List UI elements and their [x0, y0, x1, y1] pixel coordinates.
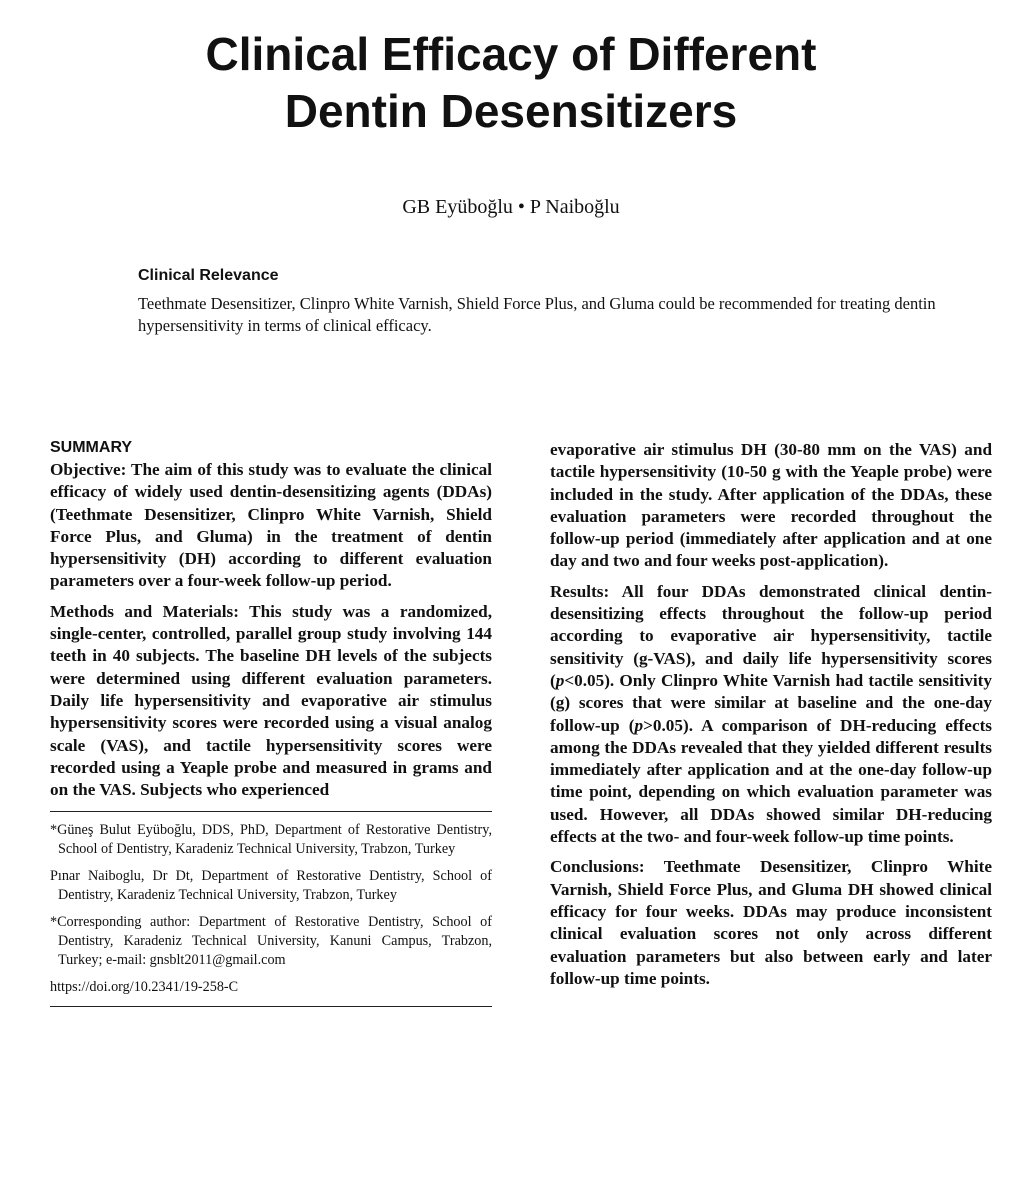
abstract-methods — [50, 601, 492, 802]
abstract-conclusions — [550, 856, 992, 990]
results-label: Results: — [550, 581, 610, 601]
right-column — [550, 439, 992, 998]
abstract-methods-continued: evaporative air stimulus DH (30-80 mm on the VAS) and tactile hypersensitivity (10-50 g with the Yeaple probe) were included in the study. After application of the DDAs, these evaluation parameters were recorded throughout the follow-up period (immediately after application and at one day and two and four weeks post-application). — [550, 440, 992, 571]
affiliation-1: *Güneş Bulut Eyüboğlu, DDS, PhD, Department of Restorative Dentistry, School of Dentistry, Karadeniz Technical University, Trabzon, Turkey — [50, 822, 492, 858]
doi-link[interactable]: https://doi.org/10.2341/19-258-C — [50, 979, 239, 996]
abstract-results — [550, 581, 992, 849]
article-title — [0, 26, 1022, 140]
title-line-2: Dentin Desensitizers — [284, 85, 738, 137]
clinical-relevance-box — [138, 265, 938, 337]
clinical-relevance-text: Teethmate Desensitizer, Clinpro White Varnish, Shield Force Plus, and Gluma could be recommended for treating dentin hypersensitivity in terms of clinical efficacy. — [138, 294, 936, 335]
footnote-divider — [50, 811, 492, 812]
objective-label: Objective: — [50, 460, 127, 479]
results-p-value-symbol-2: p — [634, 715, 644, 735]
objective-text: The aim of this study was to evaluate the clinical efficacy of widely used dentin-desensitizing agents (DDAs) (Teethmate Desensitizer, Clinpro White Varnish, Shield Force Plus, and Gluma) in the treatment of dentin hypersensitivity (DH) according to different evaluation parameters over a four-week follow-up period. — [50, 460, 492, 591]
results-text-3: >0.05). A comparison of DH-reducing effects among the DDAs revealed that they yielded different results immediately after application and at the one-day follow-up time point, depending on which evaluation parameter was used. However, all DDAs showed similar DH-reducing effects at the two- and four-week follow-up time points. — [550, 715, 992, 847]
bottom-divider — [50, 1006, 492, 1007]
results-p-value-symbol: p — [555, 670, 565, 690]
title-line-1: Clinical Efficacy of Different — [205, 28, 817, 80]
methods-label: Methods and Materials: — [50, 601, 239, 621]
results-text-1: All four DDAs demonstrated clinical dentin-desensitizing effects throughout the follow-up period according to evaporative air hypersensitivity, tactile sensitivity (g-VAS), and daily life hypersensitivity scores ( — [550, 581, 992, 690]
results-text-2: <0.05). Only Clinpro White Varnish had tactile sensitivity (g) scores that were similar at baseline and the one-day follow-up ( — [550, 670, 992, 735]
methods-text: This study was a randomized, single-center, controlled, parallel group study involving 144 teeth in 40 subjects. The baseline DH levels of the subjects were determined using different evaluation parameters. Daily life hypersensitivity and evaporative air stimulus hypersensitivity scores were recorded using a visual analog scale (VAS), and tactile hypersensitivity scores were recorded using a Yeaple probe and measured in grams and on the VAS. Subjects who experienced — [50, 601, 492, 800]
corresponding-author: *Corresponding author: Department of Restorative Dentistry, School of Dentistry, Karadeniz Technical University, Kanuni Campus, Trabzon, Turkey; e-mail: gnsblt2011@gmail.com — [50, 914, 492, 969]
abstract-objective — [50, 459, 492, 593]
conclusions-text: Teethmate Desensitizer, Clinpro White Varnish, Shield Force Plus, and Gluma DH showed clinical efficacy for four weeks. DDAs may produce inconsistent clinical evaluation scores not only across different evaluation parameters but also between early and later follow-up time points. — [550, 857, 992, 988]
conclusions-label: Conclusions: — [550, 857, 645, 877]
left-column — [50, 437, 492, 1007]
summary-heading: SUMMARY — [50, 439, 133, 456]
author-list: GB Eyüboğlu • P Naiboğlu — [402, 196, 620, 218]
clinical-relevance-heading: Clinical Relevance — [138, 267, 279, 284]
affiliation-2: Pınar Naiboglu, Dr Dt, Department of Restorative Dentistry, School of Dentistry, Karadeniz Technical University, Trabzon, Turkey — [50, 868, 492, 904]
